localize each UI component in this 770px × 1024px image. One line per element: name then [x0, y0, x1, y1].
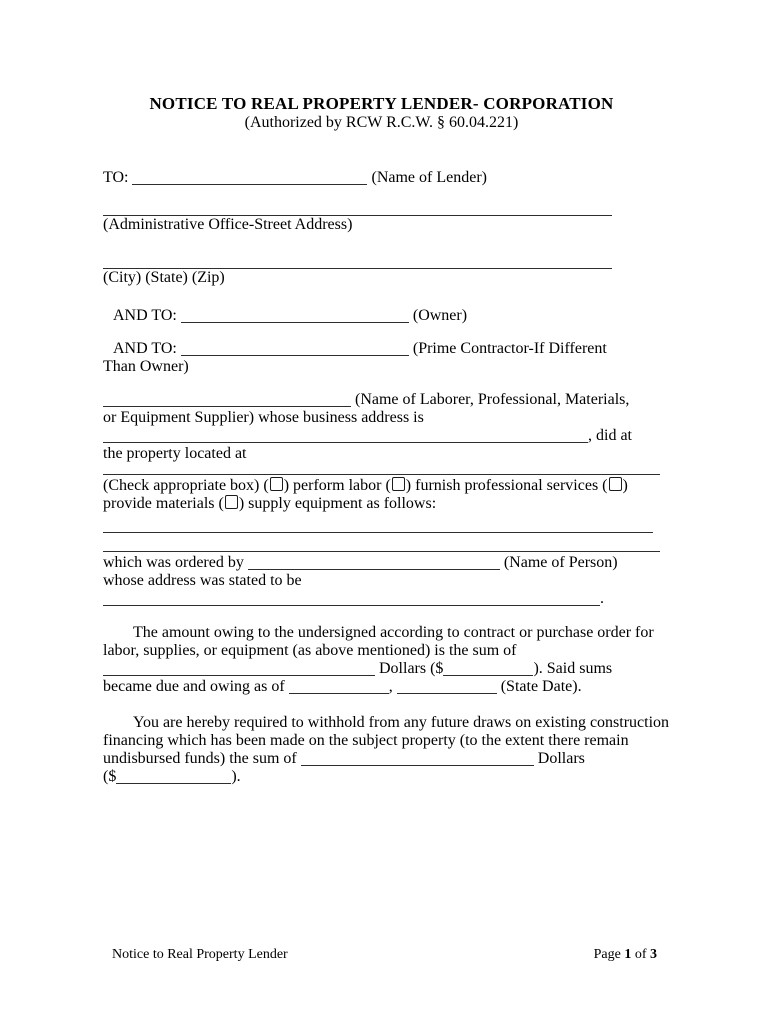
footer-page-indicator [594, 947, 657, 963]
page-word: Page [593, 947, 621, 962]
business-address-line [103, 427, 660, 445]
footer-document-name: Notice to Real Property Lender [112, 947, 288, 962]
withhold-amount-words-field[interactable] [301, 752, 534, 766]
document-subtitle: (Authorized by RCW R.C.W. § 60.04.221) [244, 114, 519, 131]
checkbox-line-1 [103, 477, 660, 495]
amount-dollars-line [103, 660, 660, 678]
page-number: 1 [624, 947, 632, 962]
amount-paragraph-line-2: labor, supplies, or equipment (as above mentioned) is the sum of [103, 642, 517, 659]
prime-contractor-label-1: (Prime Contractor-If Different [412, 340, 607, 357]
city-state-zip-field[interactable] [103, 250, 612, 269]
withhold-amount-numeric-field[interactable] [116, 770, 231, 784]
property-located-label: the property located at [103, 445, 247, 462]
admin-address-label: (Administrative Office-Street Address) [103, 216, 353, 233]
document-body [103, 94, 670, 786]
page-footer [112, 947, 657, 963]
property-location-field[interactable] [103, 463, 660, 475]
and-to-label-2: AND TO: [113, 340, 177, 357]
ordered-by-line [103, 554, 660, 572]
said-sums-label: ). Said sums [533, 660, 613, 677]
work-description-field-2[interactable] [103, 533, 660, 552]
business-address-label: or Equipment Supplier) whose business address is [103, 409, 424, 426]
close-paren-label: ) [622, 477, 628, 494]
lender-name-field[interactable] [132, 171, 367, 185]
document-title: NOTICE TO REAL PROPERTY LENDER- CORPORATION [149, 94, 614, 113]
withhold-numeric-line [103, 768, 660, 786]
stated-address-line [103, 590, 660, 608]
state-date-label: (State Date). [500, 678, 582, 695]
check-box-intro-label: (Check appropriate box) ( [103, 477, 269, 494]
furnish-services-label: ) furnish professional services ( [405, 477, 608, 494]
laborer-name-field[interactable] [103, 393, 351, 407]
ordered-by-label: which was ordered by [103, 554, 244, 571]
name-of-lender-label: (Name of Lender) [371, 169, 487, 186]
checkbox-supply-equipment[interactable] [225, 495, 238, 509]
of-word: of [634, 947, 647, 962]
open-dollar-label: ($ [103, 768, 117, 785]
name-of-person-label: (Name of Person) [503, 554, 618, 571]
laborer-name-label: (Name of Laborer, Professional, Materials, [355, 391, 630, 408]
total-pages: 3 [650, 947, 657, 962]
prime-contractor-field[interactable] [181, 342, 409, 356]
comma-label: , [388, 678, 393, 695]
due-month-day-field[interactable] [289, 680, 389, 694]
undisbursed-funds-label: undisbursed funds) the sum of [103, 750, 297, 767]
and-to-label: AND TO: [113, 307, 177, 324]
became-due-label: became due and owing as of [103, 678, 285, 695]
checkbox-line-2 [103, 495, 660, 513]
checkbox-furnish-professional-services[interactable] [392, 477, 405, 491]
amount-paragraph-line-1: The amount owing to the undersigned according to contract or purchase order for [133, 624, 654, 641]
did-at-label: , did at [588, 427, 632, 444]
business-address-field[interactable] [103, 429, 588, 443]
owner-label: (Owner) [412, 307, 468, 324]
dollars-label: Dollars ($ [379, 660, 444, 677]
prime-contractor-label-2: Than Owner) [103, 358, 189, 375]
withhold-paragraph-line-1: You are hereby required to withhold from any future draws on existing construction [133, 714, 670, 731]
checkbox-provide-materials[interactable] [609, 477, 622, 491]
due-year-field[interactable] [397, 680, 497, 694]
to-line [103, 169, 660, 187]
withhold-paragraph-line-2: financing which has been made on the subject property (to the extent there remain [103, 732, 629, 749]
checkbox-perform-labor[interactable] [270, 477, 283, 491]
amount-words-field[interactable] [103, 662, 375, 676]
due-date-line [103, 678, 660, 696]
perform-labor-label: ) perform labor ( [283, 477, 391, 494]
and-to-prime-line [103, 340, 660, 358]
work-description-field-1[interactable] [103, 513, 653, 533]
period-label: . [600, 590, 604, 607]
dollars-word-label: Dollars [537, 750, 585, 767]
city-state-zip-label: (City) (State) (Zip) [103, 269, 225, 286]
ordered-by-field[interactable] [248, 556, 500, 570]
provide-materials-label: provide materials ( [103, 495, 224, 512]
laborer-name-line [103, 391, 660, 409]
and-to-owner-line [103, 307, 660, 325]
owner-field[interactable] [181, 309, 409, 323]
stated-address-label: whose address was stated to be [103, 572, 302, 589]
supply-equipment-label: ) supply equipment as follows: [238, 495, 437, 512]
to-label: TO: [103, 169, 129, 186]
admin-address-field[interactable] [103, 197, 612, 216]
close-paren-period-label: ). [231, 768, 241, 785]
withhold-sum-line [103, 750, 660, 768]
stated-address-field[interactable] [103, 592, 600, 606]
amount-numeric-field[interactable] [443, 662, 533, 676]
